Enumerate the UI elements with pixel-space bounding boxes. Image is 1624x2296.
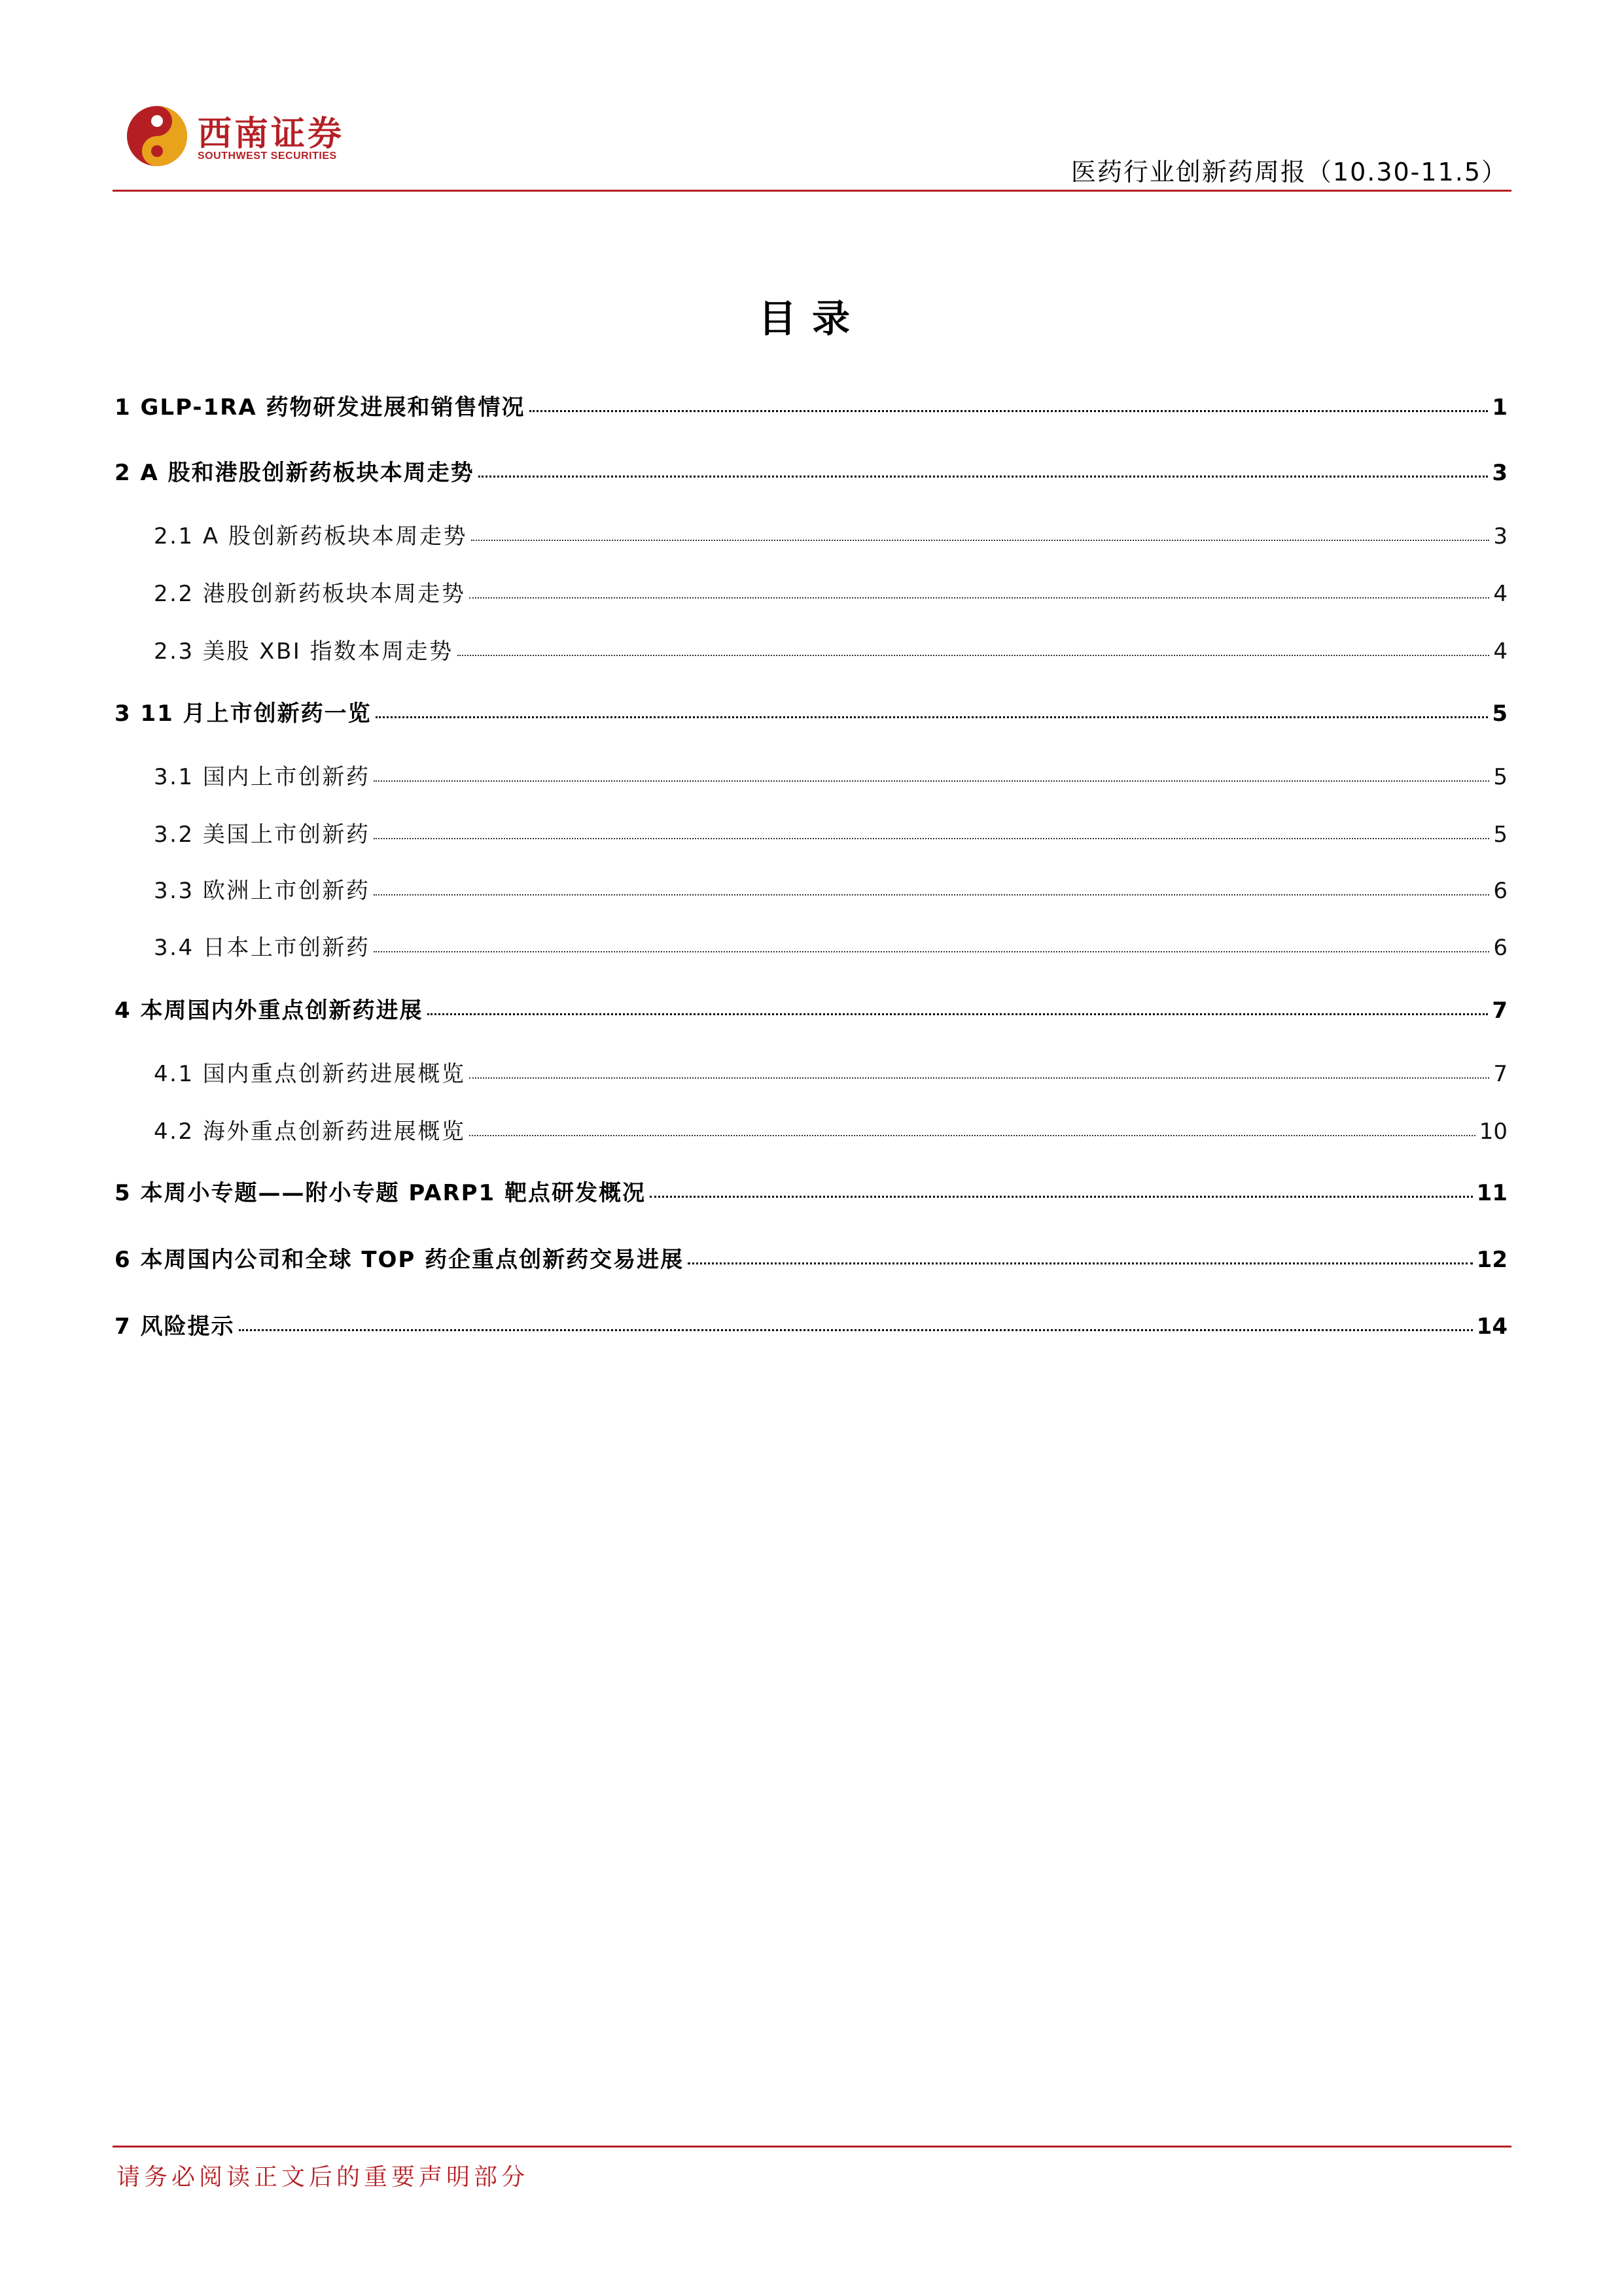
toc-entry-page: 7 — [1493, 1061, 1508, 1087]
logo-name-en: SOUTHWEST SECURITIES — [198, 150, 337, 162]
toc-entry-label: 2 A 股和港股创新药板块本周走势 — [115, 460, 474, 486]
toc-entry[interactable] — [115, 576, 1508, 608]
report-title: 医药行业创新药周报（10.30-11.5） — [1070, 158, 1508, 186]
toc-leader-dots — [374, 838, 1489, 839]
company-logo — [124, 98, 345, 177]
toc-entry[interactable] — [115, 930, 1508, 962]
toc-entry-label: 3.2 美国上市创新药 — [154, 822, 370, 848]
toc-leader-dots — [457, 655, 1490, 656]
toc-leader-dots — [469, 597, 1489, 599]
toc-entry-page: 3 — [1493, 523, 1508, 549]
toc-entry-label: 6 本周国内公司和全球 TOP 药企重点创新药交易进展 — [115, 1247, 684, 1273]
toc-entry-page: 12 — [1476, 1247, 1508, 1273]
toc-entry[interactable] — [115, 992, 1508, 1024]
logo-emblem-icon — [124, 103, 190, 169]
toc-entry[interactable] — [115, 695, 1508, 727]
toc-entry-page: 7 — [1492, 998, 1508, 1024]
toc-entry-label: 2.2 港股创新药板块本周走势 — [154, 581, 466, 607]
footer-divider — [113, 2146, 1511, 2148]
toc-leader-dots — [471, 540, 1489, 541]
toc-leader-dots — [469, 1077, 1489, 1079]
toc-entry-label: 3 11 月上市创新药一览 — [115, 701, 372, 727]
toc-entry[interactable] — [115, 1308, 1508, 1340]
toc-entry[interactable] — [115, 389, 1508, 421]
toc-entry-label: 3.1 国内上市创新药 — [154, 764, 370, 790]
toc-entry-page: 4 — [1493, 638, 1508, 665]
toc-entry-page: 1 — [1492, 394, 1508, 421]
toc-entry-page: 5 — [1493, 764, 1508, 790]
toc-leader-dots — [478, 476, 1489, 478]
toc-entry-page: 11 — [1476, 1180, 1508, 1206]
toc-entry[interactable] — [115, 1242, 1508, 1274]
toc-leader-dots — [650, 1196, 1473, 1198]
toc-entry[interactable] — [115, 816, 1508, 848]
logo-name-cn: 西南证券 — [198, 114, 345, 154]
toc-entry[interactable] — [115, 518, 1508, 550]
toc-heading: 目录 — [758, 296, 866, 341]
toc-entry[interactable] — [115, 455, 1508, 487]
footer-disclaimer: 请务必阅读正文后的重要声明部分 — [116, 2164, 529, 2191]
toc-entry-page: 10 — [1479, 1119, 1508, 1145]
toc-leader-dots — [376, 716, 1489, 718]
toc-leader-dots — [469, 1135, 1475, 1136]
toc-entry-page: 3 — [1492, 460, 1508, 486]
toc-entry[interactable] — [115, 1113, 1508, 1145]
toc-entry[interactable] — [115, 1056, 1508, 1088]
toc-entry-label: 3.4 日本上市创新药 — [154, 935, 370, 961]
toc-leader-dots — [688, 1262, 1472, 1264]
toc-entry[interactable] — [115, 1175, 1508, 1207]
toc-entry-page: 4 — [1493, 581, 1508, 607]
toc-entry-page: 5 — [1493, 822, 1508, 848]
toc-leader-dots — [529, 410, 1489, 412]
toc-entry-label: 1 GLP-1RA 药物研发进展和销售情况 — [115, 394, 525, 421]
toc-entry-label: 4.1 国内重点创新药进展概览 — [154, 1061, 466, 1087]
toc-entry[interactable] — [115, 759, 1508, 791]
toc-entry[interactable] — [115, 633, 1508, 665]
toc-entry[interactable] — [115, 873, 1508, 905]
toc-entry-page: 6 — [1493, 935, 1508, 961]
toc-entry-label: 4.2 海外重点创新药进展概览 — [154, 1119, 466, 1145]
toc-entry-page: 5 — [1492, 701, 1508, 727]
toc-entry-label: 3.3 欧洲上市创新药 — [154, 878, 370, 904]
toc-entry-label: 7 风险提示 — [115, 1313, 235, 1340]
toc-leader-dots — [374, 780, 1489, 782]
header-divider — [113, 190, 1511, 192]
toc-entry-page: 6 — [1493, 878, 1508, 904]
toc-leader-dots — [427, 1013, 1489, 1015]
toc-entry-label: 5 本周小专题——附小专题 PARP1 靶点研发概况 — [115, 1180, 646, 1206]
toc-entry-label: 2.1 A 股创新药板块本周走势 — [154, 523, 467, 549]
toc-leader-dots — [374, 894, 1489, 896]
toc-entry-page: 14 — [1476, 1313, 1508, 1340]
toc-leader-dots — [374, 951, 1489, 952]
toc-leader-dots — [239, 1329, 1473, 1331]
toc-entry-label: 2.3 美股 XBI 指数本周走势 — [154, 638, 453, 665]
toc-entry-label: 4 本周国内外重点创新药进展 — [115, 998, 423, 1024]
